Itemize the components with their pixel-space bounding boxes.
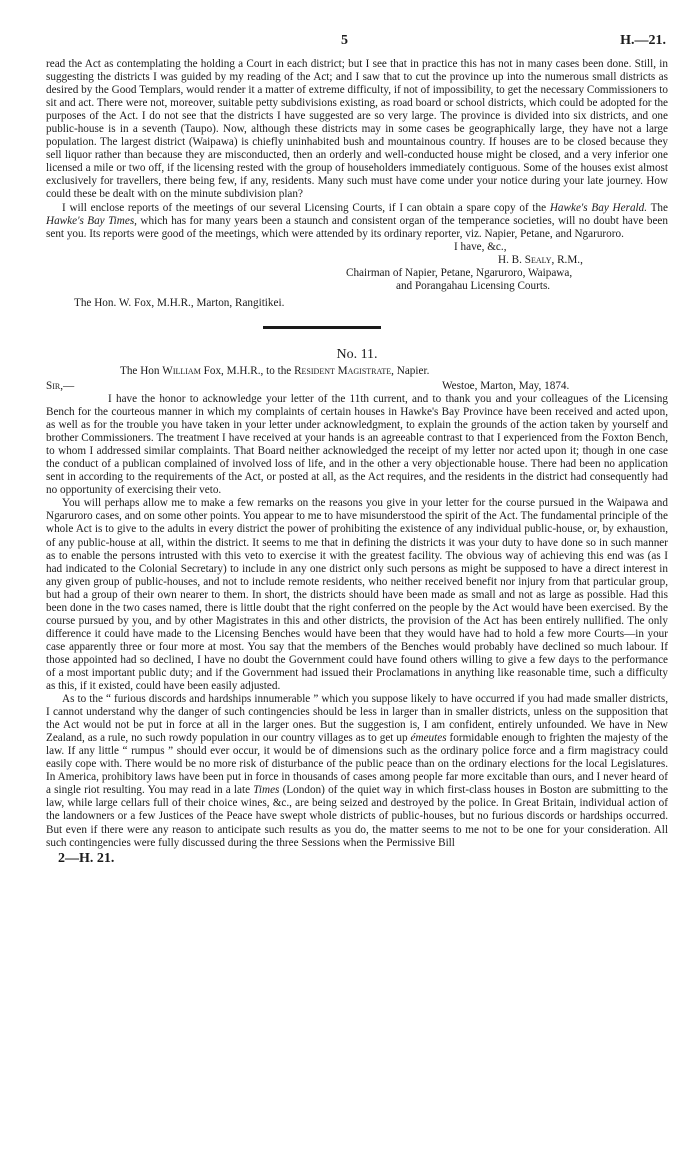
signatory-role: Chairman of Napier, Petane, Ngaruroro, Waipawa, (346, 266, 573, 279)
salutation-line (46, 380, 668, 393)
letter1-paragraph-2: I will enclose reports of the meetings of our several Licensing Courts, if I can obtain a spare copy of the Hawke's Bay Herald. The Hawke's Bay Times, which has for many years been a staunch and consistent organ of the temperance societies, will no doubt have been sent you. Its reports were good of the meetings, which were attended by its ordinary reporter, viz. Napier, Petane, and Ngaruroro. (46, 201, 668, 240)
signature-mark: 2—H. 21. (58, 850, 115, 866)
page-number: 5 (341, 33, 348, 48)
addressee: The Hon. W. Fox, M.H.R., Marton, Rangitikei. (74, 296, 285, 309)
newspaper-title: Hawke's Bay Herald. (549, 201, 648, 214)
letter2-paragraph-3: As to the “ furious discords and hardships innumerable ” which you suppose likely to have occurred if you had made smaller districts, I cannot understand why the danger of such contingencies should be less in larger than in smaller districts, unless on the supposition that the Act would not be put in force at all in the larger ones. But the suggestion is, I am confident, entirely unfounded. We have in New Zealand, as a rule, no such rowdy population in our country villages as to get up émeutes formidable enough to frighten the majesty of the law. If any little “ rumpus ” should ever occur, it would be of dimensions such as the ordinary police force and a firm magistracy could easily cope with. There would be no more risk of disturbance of the public peace than on the ordinary elections for the local Legislatures. In America, prohibitory laws have been put in force in thousands of cases among people far more excitable than ours, and I never heard of a single riot resulting. You may read in a late Times (London) of the quiet way in which first-class houses in Boston are submitting to the law, while large cellars full of their choice wines, &c., are being seized and destroyed by the police. In Great Britain, individual action of the landowners or a few Justices of the Peace have swept whole districts of public-houses, but no furious discords or hardships occurred. But even if there were any reason to anticipate such results as you do, the matter seems to me not to be one for your consideration. All such contingencies were fully discussed during the three Sessions when the Permissive Bill (46, 693, 668, 849)
signature: H. B. Sealy, R.M., (498, 253, 583, 266)
closing: I have, &c., (454, 240, 507, 253)
letter2-paragraph-2: You will perhaps allow me to make a few remarks on the reasons you give in your letter for the course pursued in the Waipawa and Ngaruroro cases, and on some other points. You appear to me to have misunderstood the spirit of the Act. The fundamental principle of the whole Act is to give to the adults in every district the power of prohibiting the existence of any individual public-house, or, by exhaustion, of any public-house at all, within the district. It seems to me that in defining the districts it was your duty to have done so in such manner as to enable the persons intrusted with this veto to exercise it with the greatest facility. The obvious way of achieving this end was (as I had indicated to the Colonial Secretary) to include in any one district only such persons as might be supposed to have a direct interest in any given group of public-houses, and not to include remote residents, who neither received benefit nor injury from that particular group, but had a group of their own nearer to them. In short, the districts should have been made as small and not as large as possible. Had this been done in the two cases named, there is little doubt that the right conferred on the people by the Act would have been exercised. By the course pursued by you, and by other Magistrates in this and other districts, the provision of the Act has been entirely nullified. The only difference it could have made to the Licensing Benches would have been that they would have had to hold a few more Courts—in your case apparently three or four more at most. You say that the members of the Benches would probably have declined so much labour. If those appointed had so declined, I have no doubt the Government could have found others willing to give a few days to the performance of a most important public duty; and if the Government had issued their Proclamations in anything like reasonable time, such a difficulty as this, if it existed, could have been easily adjusted. (46, 497, 668, 693)
document-reference: H.—21. (620, 33, 666, 48)
letter2-paragraph-1: I have the honor to acknowledge your letter of the 11th current, and to thank you and your colleagues of the Licensing Bench for the courteous manner in which my complaints of certain houses in Hawke's Bay Province have been received and acted upon, as well as for the trouble you have taken in your letter under acknowledgment, to explain the grounds of the action taken by yourself and brother Commissioners. The treatment I have received at your hands is an agreeable contrast to that I experienced from the Foxton Bench, to whom I addressed similar complaints. That Board neither acknowledged the receipt of my letter nor acted upon it; though in one case the conduct of a publican complained of involved loss of life, and in the other a very objectionable house. There had been no application sent in according to the requirements of the Act, or posted at all, as the Act requires, and the residents in the district had consequently had no opportunity of exercising their veto. (46, 392, 668, 497)
signatory-role: and Porangahau Licensing Courts. (396, 279, 551, 292)
place-date: Westoe, Marton, May, 1874. (442, 379, 570, 392)
salutation: Sir,— (46, 379, 75, 392)
page-header (46, 34, 668, 58)
section-divider (263, 326, 381, 329)
letter-number: No. 11. (336, 346, 378, 362)
letter-title: The Hon William Fox, M.H.R., to the Resident Magistrate, Napier. (120, 364, 430, 377)
newspaper-title: Hawke's Bay Times, (46, 214, 137, 227)
letter1-paragraph-1: read the Act as contemplating the holding a Court in each district; but I see that in practice this has not in many cases been done. Still, in suggesting the districts I was guided by my reading of the Act; and I saw that to cut the province up into the numerous small districts as desired by the Good Templars, would render it a matter of extreme difficulty, if not of impossibility, to get the necessary Commissioners to sit and act. There were not, moreover, suitable petty subdivisions existing, as road board or school districts, which could be adopted for the purposes of the Act. I do not see that the districts I have suggested are so very large. The province is divided into six districts, and one public-house is in a seventh (Taupo). Now, although these districts may in some cases be geographically large, they have not a large population. The largest district (Waipawa) is chiefly uninhabited bush and mountainous country. If houses are to be closed because they sell liquor rather than because they are misconducted, then an orderly and well-conducted house might be closed, and a very inferior one licensed a mile or two off, if the licensing rested with the group of householders immediately contiguous. Some of the houses exist almost exclusively for travellers, there being few, if any, residents. Many such must have come under your notice during your late journey. How could these be dealt with on the minute subdivision plan? (46, 58, 668, 201)
